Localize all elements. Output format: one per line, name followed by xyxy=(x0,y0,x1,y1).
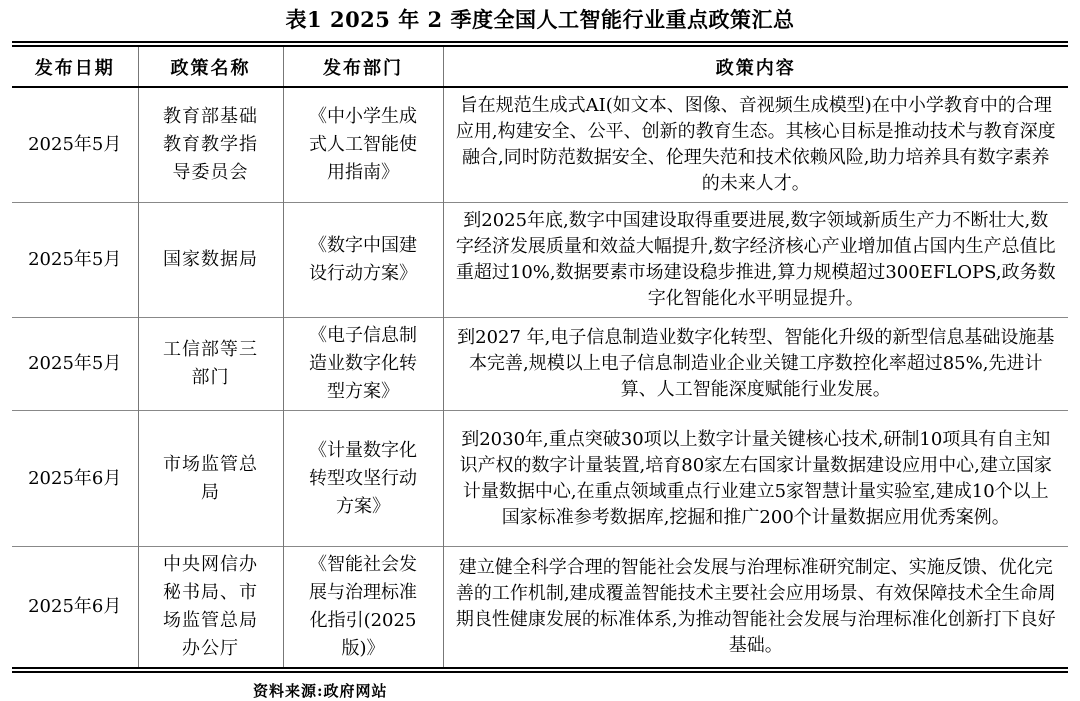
table-title: 表1 2025 年 2 季度全国人工智能行业重点政策汇总 xyxy=(285,7,795,32)
column-header-publish-date: 发布日期 xyxy=(12,44,138,87)
source-note: 资料来源:政府网站 xyxy=(253,682,388,700)
cell-policy-content: 建立健全科学合理的智能社会发展与治理标准研究制定、实施反馈、优化完善的工作机制,建成覆盖智能技术主要社会应用场景、有效保障技术全生命周期良性健康发展的标准体系,为推动智能社会发展与治理标准化创新打下良好基础。 xyxy=(443,547,1068,671)
cell-policy-content: 旨在规范生成式AI(如文本、图像、音视频生成模型)在中小学教育中的合理应用,构建安全、公平、创新的教育生态。其核心目标是推动技术与教育深度融合,同时防范数据安全、伦理失范和技术依赖风险,助力培养具有数字素养的未来人才。 xyxy=(443,87,1068,203)
table-row xyxy=(12,87,1068,203)
column-header-publish-dept: 发布部门 xyxy=(283,44,443,87)
cell-policy-content: 到2025年底,数字中国建设取得重要进展,数字领域新质生产力不断壮大,数字经济发展质量和效益大幅提升,数字经济核心产业增加值占国内生产总值比重超过10%,数据要素市场建设稳步推进,算力规模超过300EFLOPS,政务数字化智能化水平明显提升。 xyxy=(443,203,1068,318)
cell-publish-date: 2025年6月 xyxy=(12,411,138,547)
cell-publish-dept: 《智能社会发展与治理标准化指引(2025版)》 xyxy=(283,547,443,671)
table-row xyxy=(12,203,1068,318)
cell-publish-dept: 《计量数字化转型攻坚行动方案》 xyxy=(283,411,443,547)
table-row xyxy=(12,547,1068,671)
cell-policy-name: 国家数据局 xyxy=(138,203,283,318)
table-row xyxy=(12,318,1068,411)
table-row xyxy=(12,411,1068,547)
cell-policy-name: 教育部基础教育教学指导委员会 xyxy=(138,87,283,203)
column-header-policy-content: 政策内容 xyxy=(443,44,1068,87)
table-header-row xyxy=(12,44,1068,87)
cell-publish-dept: 《中小学生成式人工智能使用指南》 xyxy=(283,87,443,203)
cell-publish-date: 2025年5月 xyxy=(12,203,138,318)
column-header-policy-name: 政策名称 xyxy=(138,44,283,87)
cell-policy-name: 中央网信办秘书局、市场监管总局办公厅 xyxy=(138,547,283,671)
cell-publish-dept: 《电子信息制造业数字化转型方案》 xyxy=(283,318,443,411)
policy-summary-table xyxy=(12,41,1068,673)
cell-policy-name: 工信部等三部门 xyxy=(138,318,283,411)
cell-publish-date: 2025年6月 xyxy=(12,547,138,671)
cell-publish-date: 2025年5月 xyxy=(12,318,138,411)
cell-policy-content: 到2027 年,电子信息制造业数字化转型、智能化升级的新型信息基础设施基本完善,规模以上电子信息制造业企业关键工序数控化率超过85%,先进计算、人工智能深度赋能行业发展。 xyxy=(443,318,1068,411)
cell-publish-date: 2025年5月 xyxy=(28,134,122,155)
cell-publish-dept: 《数字中国建设行动方案》 xyxy=(283,203,443,318)
cell-policy-content: 到2030年,重点突破30项以上数字计量关键核心技术,研制10项具有自主知识产权的数字计量装置,培育80家左右国家计量数据建设应用中心,建立国家计量数据中心,在重点领域重点行业建立5家智慧计量实验室,建成10个以上国家标准参考数据库,挖掘和推广200个计量数据应用优秀案例。 xyxy=(443,411,1068,547)
cell-policy-name: 市场监管总局 xyxy=(138,411,283,547)
